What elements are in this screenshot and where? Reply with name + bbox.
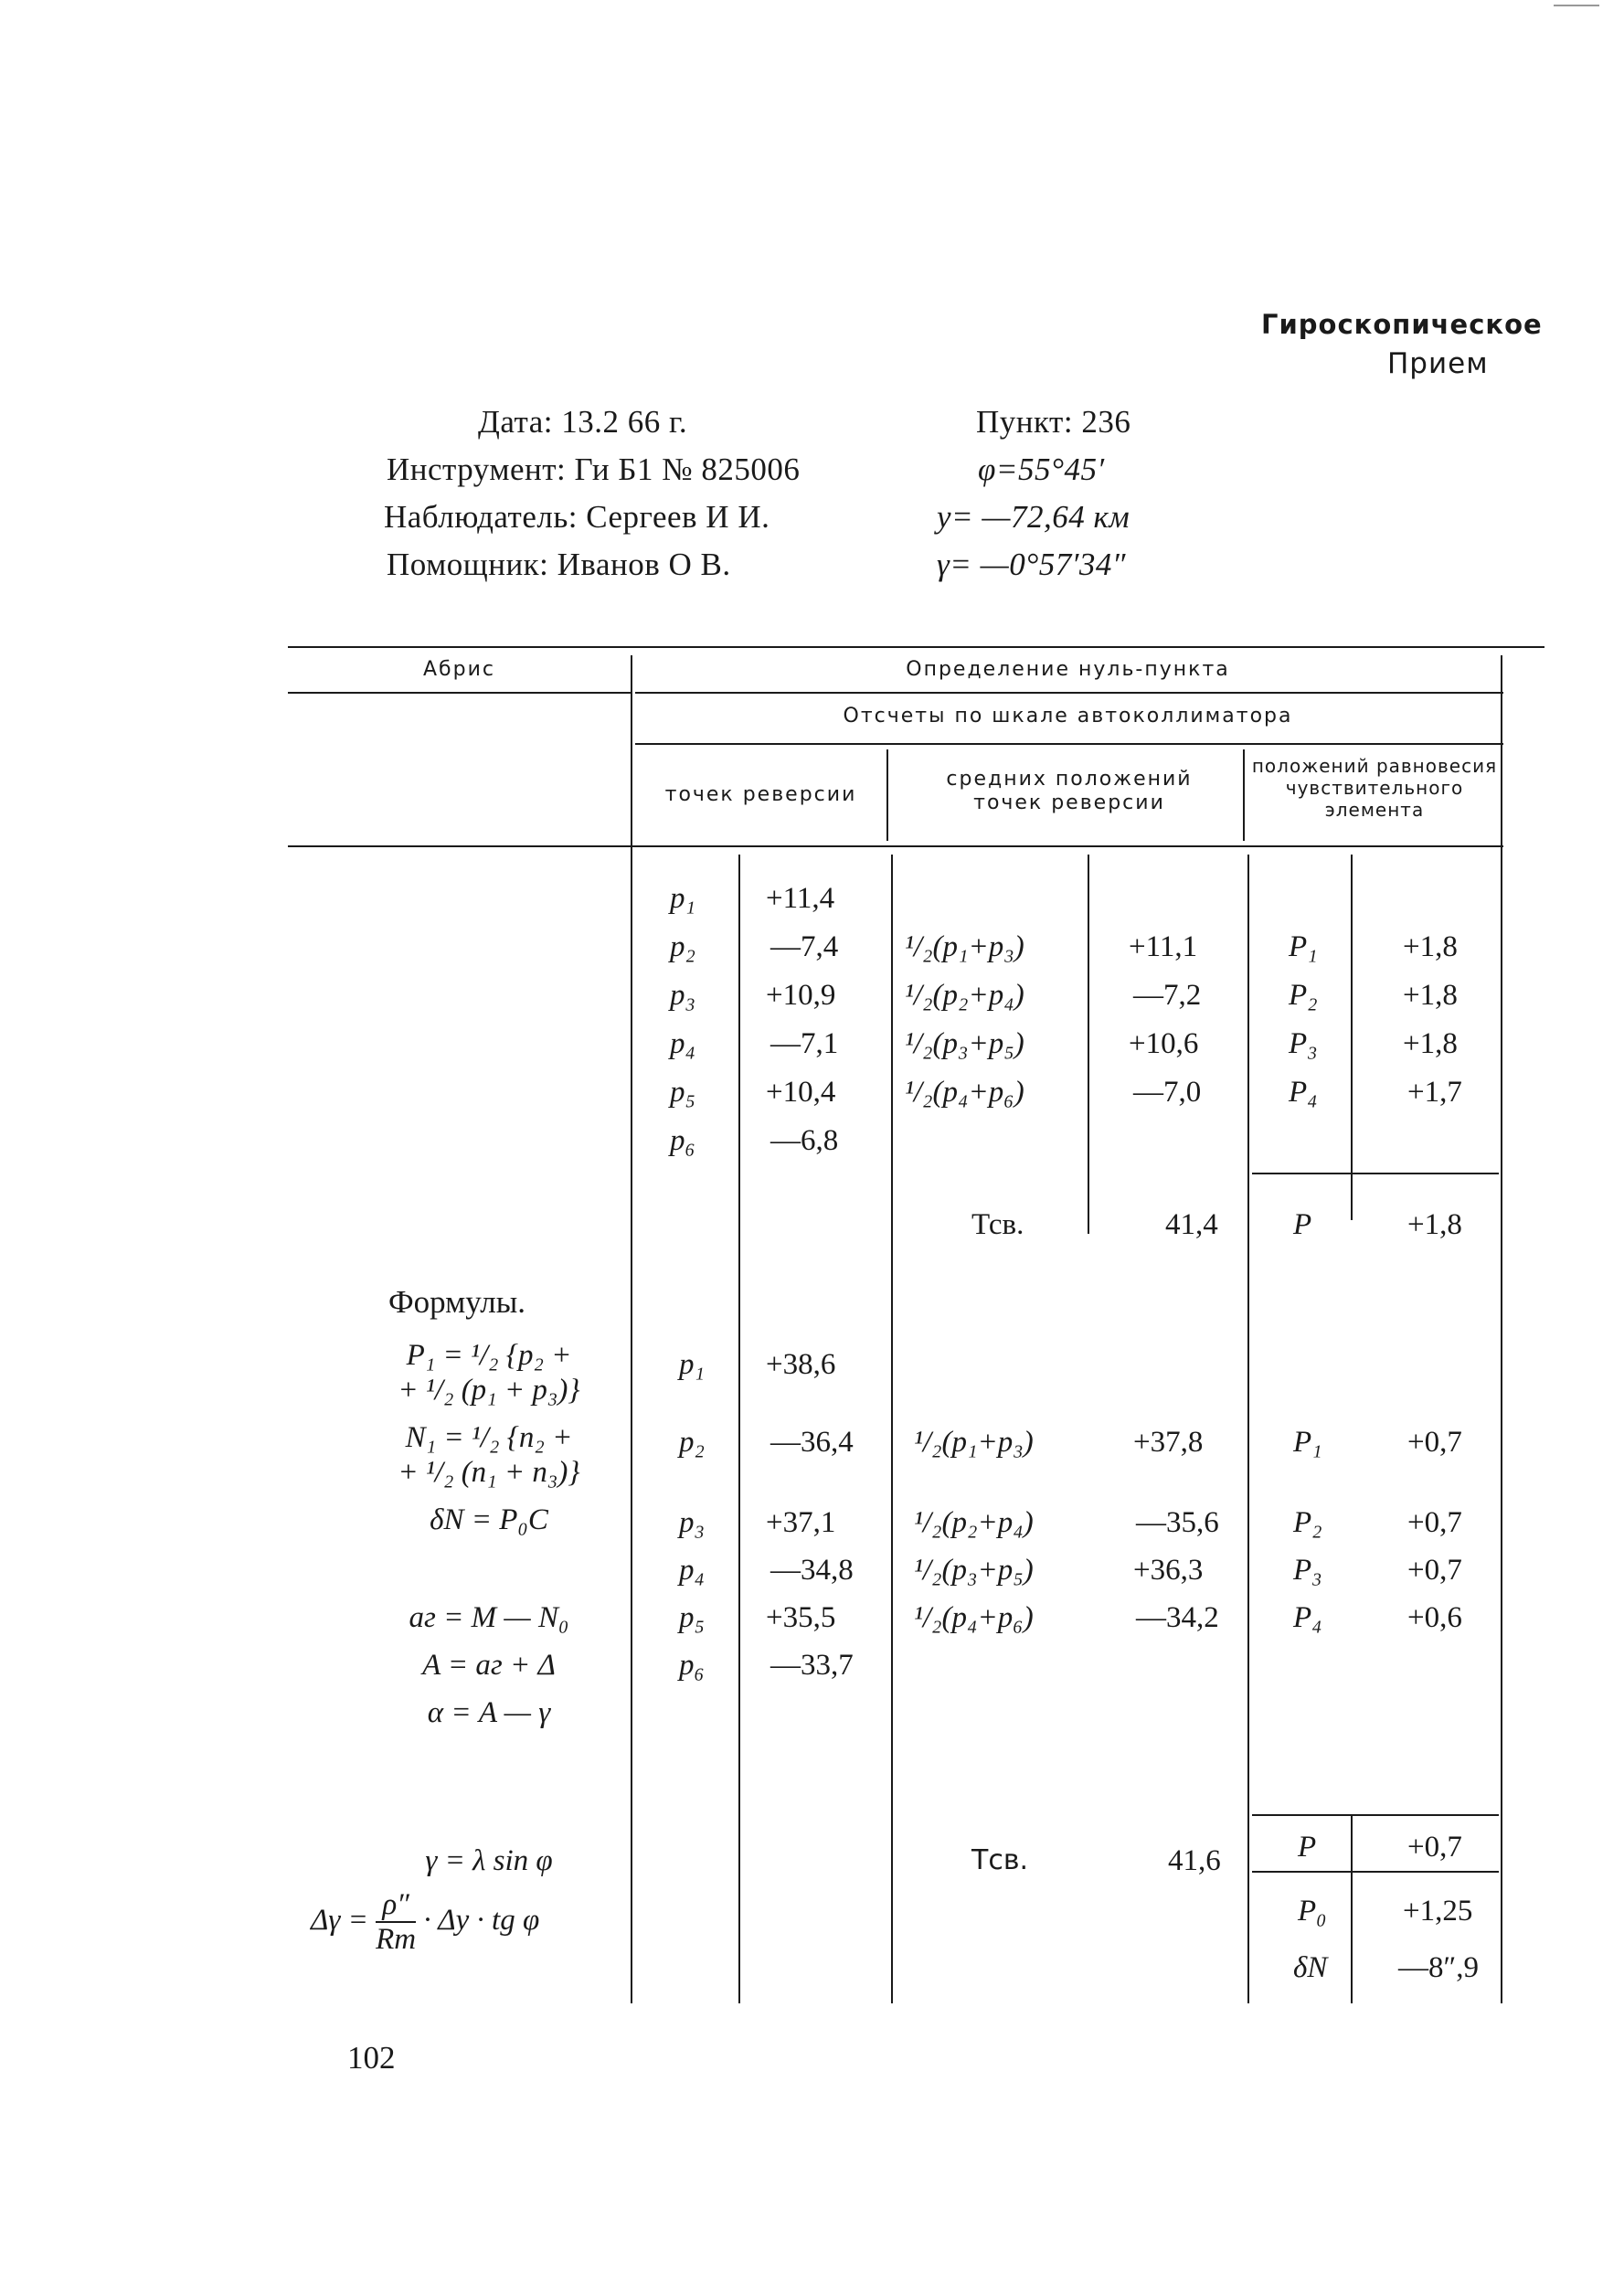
b1-eq-label-2: P₂ (1289, 979, 1318, 1012)
b2-rev-value-6: —33,7 (770, 1649, 854, 1682)
b2-rev-value-4: —34,8 (770, 1554, 854, 1587)
header-readings: Отсчеты по шкале автоколлиматора (843, 705, 1293, 727)
b2-eq-value-1: +0,7 (1407, 1426, 1462, 1459)
b1-mean-label-2: ¹/₂(p₂+p₄) (905, 979, 1024, 1012)
b2-tsv-label: Тсв. (971, 1844, 1029, 1876)
header-col-reversal: точек реверсии (664, 783, 857, 806)
table-head-bottom-rule (288, 845, 1503, 847)
b2-mean-value-4: —34,2 (1136, 1601, 1219, 1634)
b2-rev-label-5: p₅ (679, 1601, 705, 1634)
readings-head-rule (635, 743, 1503, 745)
b1-eq-label-4: P₄ (1289, 1076, 1318, 1109)
b1-rev-label-3: p₃ (670, 979, 695, 1012)
table-right-border (1501, 655, 1502, 2003)
b1-mean-label-4: ¹/₂(p₄+p₆) (905, 1076, 1024, 1109)
block2-p0-rule (1252, 1871, 1499, 1873)
formula-fraction-denominator: Rm (376, 1923, 417, 1957)
b1-eq-value-4: +1,7 (1407, 1076, 1462, 1109)
b2-rev-label-2: p₂ (679, 1426, 705, 1459)
b1-p-value: +1,8 (1407, 1208, 1462, 1241)
formula-p1-line2: + ¹/₂ (p₁ + p₃)} (398, 1374, 580, 1407)
b2-eq-label-3: P₃ (1293, 1554, 1322, 1587)
b2-rev-value-1: +38,6 (766, 1348, 836, 1381)
b1-rev-label-6: p₆ (670, 1124, 695, 1157)
header-null-point: Определение нуль-пункта (906, 658, 1230, 681)
formula-n1-line2: + ¹/₂ (n₁ + n₃)} (398, 1456, 580, 1489)
b2-p0-label: P₀ (1298, 1895, 1327, 1928)
b2-mean-label-2: ¹/₂(p₂+p₄) (914, 1506, 1034, 1539)
b1-rev-value-6: —6,8 (770, 1124, 839, 1157)
head-divider-2 (1243, 749, 1245, 841)
b2-mean-value-1: +37,8 (1133, 1426, 1204, 1459)
meta-assistant: Помощник: Иванов О В. (387, 547, 731, 582)
meta-observer: Наблюдатель: Сергеев И И. (384, 499, 770, 535)
b2-eq-label-1: P₁ (1293, 1426, 1322, 1459)
b1-eq-value-3: +1,8 (1403, 1027, 1458, 1060)
col-divider-eq-value-1 (1351, 855, 1353, 1220)
b2-mean-label-1: ¹/₂(p₁+p₃) (914, 1426, 1034, 1459)
b2-eq-value-4: +0,6 (1407, 1601, 1462, 1634)
meta-instrument: Инструмент: Ги Б1 № 825006 (387, 451, 801, 487)
abris-head-rule (288, 692, 631, 694)
b2-eq-value-3: +0,7 (1407, 1554, 1462, 1587)
b1-eq-label-1: P₁ (1289, 930, 1318, 963)
b1-rev-value-3: +10,9 (766, 979, 836, 1012)
b1-eq-value-1: +1,8 (1403, 930, 1458, 963)
b2-p-value: +0,7 (1407, 1831, 1462, 1864)
b1-rev-label-5: p₅ (670, 1076, 695, 1109)
formula-p1-line1: P₁ = ¹/₂ {p₂ + (406, 1339, 572, 1372)
meta-y: y= —72,64 км (937, 499, 1130, 535)
b2-eq-value-2: +0,7 (1407, 1506, 1462, 1539)
formula-delta-gamma-lhs: Δγ = (311, 1903, 368, 1937)
scan-mark (1554, 5, 1599, 6)
formulas-heading: Формулы. (388, 1284, 525, 1320)
b1-mean-value-4: —7,0 (1133, 1076, 1202, 1109)
formula-fraction-numerator: ρ″ (376, 1888, 416, 1923)
formula-alpha: α = A — γ (427, 1696, 551, 1729)
meta-gamma: γ= —0°57′34″ (937, 547, 1127, 582)
b2-rev-label-4: p₄ (679, 1554, 705, 1587)
formula-delta-gamma (311, 1888, 539, 1957)
b1-rev-value-5: +10,4 (766, 1076, 836, 1109)
meta-point: Пункт: 236 (976, 404, 1131, 440)
b2-eq-label-4: P₄ (1293, 1601, 1322, 1634)
block1-result-rule (1252, 1173, 1499, 1174)
formula-a-capital: A = aг + Δ (422, 1649, 556, 1682)
b2-dn-label: δN (1293, 1951, 1328, 1984)
b2-rev-value-5: +35,5 (766, 1601, 836, 1634)
b1-mean-value-2: —7,2 (1133, 979, 1202, 1012)
col-divider-eq-value-2 (1351, 1814, 1353, 2003)
header-abris: Абрис (423, 658, 495, 681)
header-col-equilibrium: положений равновесия чувствительного элемента (1251, 755, 1498, 821)
b1-rev-value-2: —7,4 (770, 930, 839, 963)
b2-tsv-value: 41,6 (1168, 1844, 1221, 1877)
b2-dn-value: —8″,9 (1398, 1951, 1479, 1984)
b1-mean-label-1: ¹/₂(p₁+p₃) (905, 930, 1024, 963)
formula-fraction (376, 1888, 416, 1957)
block2-result-rule (1252, 1814, 1499, 1816)
col-divider-equilibrium (1247, 855, 1249, 2003)
b1-rev-label-2: p₂ (670, 930, 695, 963)
b1-rev-value-1: +11,4 (766, 882, 835, 915)
page-number: 102 (347, 2040, 396, 2076)
b2-rev-label-3: p₃ (679, 1506, 705, 1539)
b1-mean-value-1: +11,1 (1129, 930, 1198, 963)
b1-p-label: P (1293, 1208, 1312, 1241)
col-divider-reversal (738, 855, 740, 2003)
b1-eq-label-3: P₃ (1289, 1027, 1318, 1060)
b2-p0-value: +1,25 (1403, 1895, 1473, 1928)
document-title: Гироскопическое (1261, 309, 1543, 340)
table-top-rule (288, 646, 1544, 648)
formula-delta-n: δN = P₀C (430, 1503, 548, 1536)
header-col-mean: средних положений точек реверсии (946, 768, 1193, 815)
b1-mean-label-3: ¹/₂(p₃+p₅) (905, 1027, 1024, 1060)
b1-rev-value-4: —7,1 (770, 1027, 839, 1060)
formula-n1-line1: N₁ = ¹/₂ {n₂ + (405, 1421, 573, 1454)
meta-phi: φ=55°45′ (978, 451, 1105, 487)
b2-mean-label-3: ¹/₂(p₃+p₅) (914, 1554, 1034, 1587)
b1-tsv-label: Тсв. (971, 1208, 1024, 1241)
b1-rev-label-4: p₄ (670, 1027, 695, 1060)
head-divider-1 (886, 749, 888, 841)
formula-delta-gamma-rhs: · Δy · tg φ (423, 1903, 540, 1937)
b2-eq-label-2: P₂ (1293, 1506, 1322, 1539)
col-divider-mean (891, 855, 893, 2003)
b2-mean-value-3: +36,3 (1133, 1554, 1204, 1587)
abris-divider (631, 655, 632, 2003)
b1-eq-value-2: +1,8 (1403, 979, 1458, 1012)
b2-rev-label-6: p₆ (679, 1649, 705, 1682)
b2-rev-label-1: p₁ (679, 1348, 705, 1381)
meta-date: Дата: 13.2 66 г. (478, 404, 688, 440)
b1-mean-value-3: +10,6 (1129, 1027, 1199, 1060)
col-divider-mean-value-1 (1088, 855, 1089, 1234)
b2-mean-label-4: ¹/₂(p₄+p₆) (914, 1601, 1034, 1634)
formula-a-g: aг = M — N₀ (409, 1601, 569, 1634)
formula-gamma: γ = λ sin φ (425, 1844, 553, 1877)
null-point-head-rule (635, 692, 1503, 694)
b2-mean-value-2: —35,6 (1136, 1506, 1219, 1539)
b2-rev-value-3: +37,1 (766, 1506, 836, 1539)
document-subtitle: Прием (1387, 347, 1489, 380)
b2-rev-value-2: —36,4 (770, 1426, 854, 1459)
b2-p-label: P (1298, 1831, 1317, 1864)
b1-rev-label-1: p₁ (670, 882, 695, 915)
b1-tsv-value: 41,4 (1165, 1208, 1218, 1241)
